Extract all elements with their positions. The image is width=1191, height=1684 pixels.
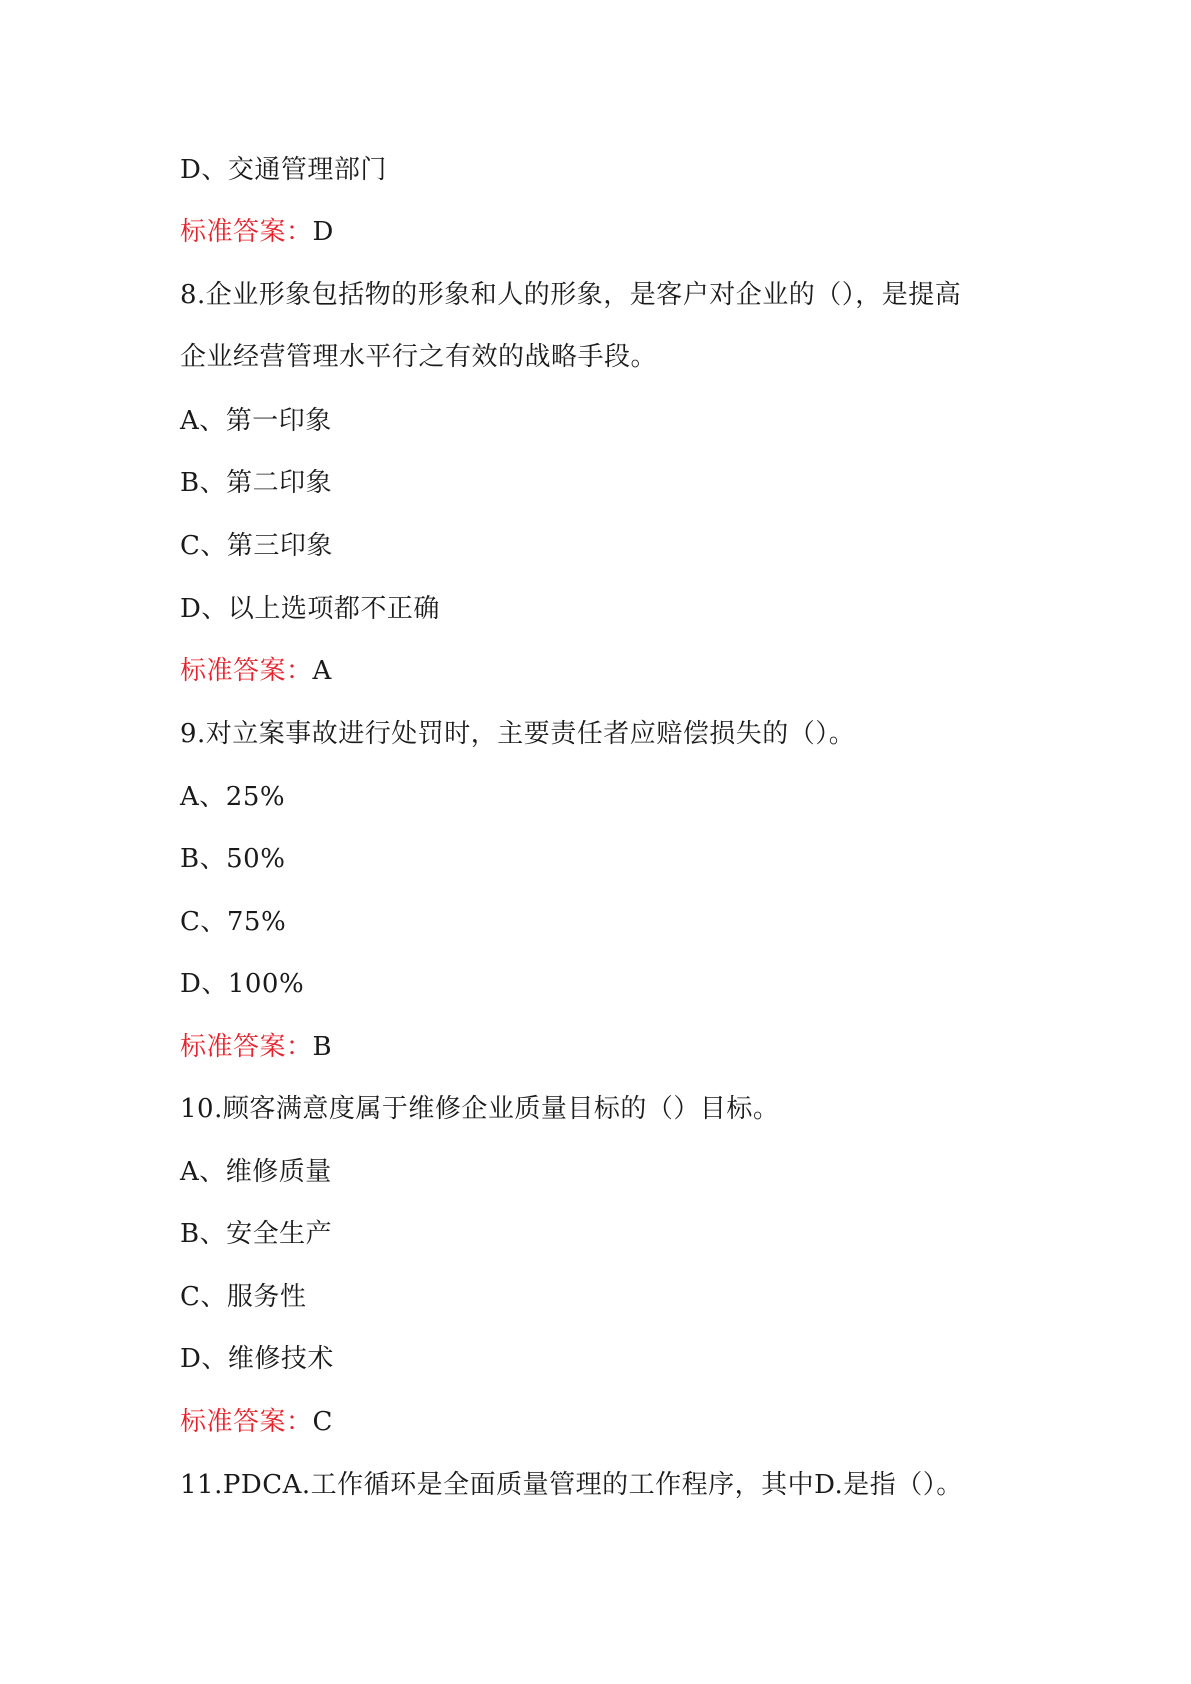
answer-label: 标准答案： bbox=[180, 656, 313, 686]
option-line: D、以上选项都不正确 bbox=[180, 594, 440, 624]
option-line: B、第二印象 bbox=[180, 468, 333, 498]
answer-value: B bbox=[312, 1032, 333, 1062]
option-line: D、交通管理部门 bbox=[180, 155, 387, 185]
answer-line bbox=[180, 1031, 332, 1063]
option-line: C、第三印象 bbox=[180, 531, 333, 561]
question-line: 11.PDCA.工作循环是全面质量管理的工作程序，其中D.是指（）。 bbox=[180, 1470, 963, 1500]
option-line: B、安全生产 bbox=[180, 1219, 333, 1249]
answer-value: C bbox=[312, 1407, 333, 1437]
answer-label: 标准答案： bbox=[180, 217, 313, 247]
option-line: C、服务性 bbox=[180, 1282, 307, 1312]
option-line: A、第一印象 bbox=[180, 406, 332, 436]
option-line: A、维修质量 bbox=[180, 1157, 332, 1187]
option-line: A、25% bbox=[180, 782, 286, 812]
question-line: 企业经营管理水平行之有效的战略手段。 bbox=[180, 342, 658, 372]
option-line: D、100% bbox=[180, 969, 305, 999]
question-line: 10.顾客满意度属于维修企业质量目标的（）目标。 bbox=[180, 1094, 780, 1124]
answer-value: D bbox=[312, 217, 334, 247]
answer-label: 标准答案： bbox=[180, 1407, 313, 1437]
answer-label: 标准答案： bbox=[180, 1032, 313, 1062]
answer-line bbox=[180, 1406, 333, 1438]
option-line: D、维修技术 bbox=[180, 1344, 334, 1374]
answer-line bbox=[180, 216, 334, 248]
question-line: 8.企业形象包括物的形象和人的形象，是客户对企业的（），是提高 bbox=[180, 280, 962, 310]
answer-value: A bbox=[312, 656, 332, 686]
option-line: C、75% bbox=[180, 907, 287, 937]
answer-line bbox=[180, 655, 332, 687]
option-line: B、50% bbox=[180, 844, 286, 874]
question-line: 9.对立案事故进行处罚时，主要责任者应赔偿损失的（）。 bbox=[180, 719, 856, 749]
